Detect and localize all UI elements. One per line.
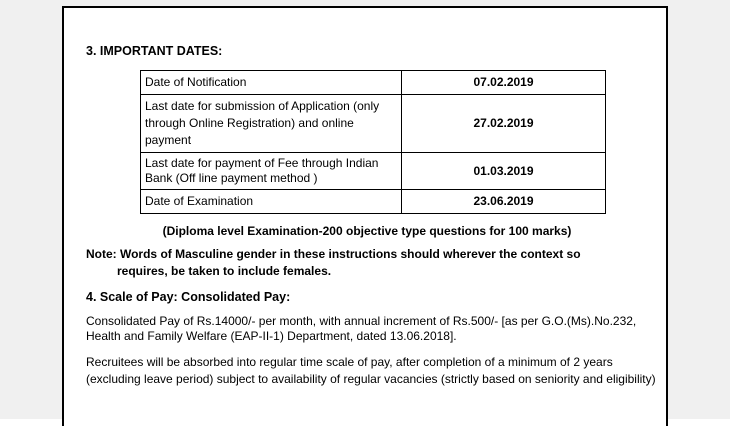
- table-row: [141, 153, 606, 190]
- absorption-paragraph: Recruitees will be absorbed into regular time scale of pay, after completion of a minimum of 2 years (excluding leave period) subject to availability of regular vacancies (strictly based on seniority and eligibility): [86, 355, 656, 386]
- note-line-1: Note: Words of Masculine gender in these instructions should wherever the context so: [86, 247, 581, 261]
- important-dates-table: [140, 70, 606, 214]
- date-value: 01.03.2019: [402, 153, 606, 190]
- date-label: Last date for payment of Fee through Indian Bank (Off line payment method ): [141, 153, 402, 190]
- table-row: [141, 95, 606, 153]
- table-row: [141, 71, 606, 95]
- date-value: 23.06.2019: [402, 190, 606, 214]
- date-label: Date of Notification: [141, 71, 402, 95]
- date-value: 07.02.2019: [402, 71, 606, 95]
- section-4-heading: 4. Scale of Pay: Consolidated Pay:: [86, 290, 291, 304]
- gender-note: [86, 246, 656, 280]
- date-label: Last date for submission of Application (only through Online Registration) and online payment: [141, 95, 402, 153]
- document-page: [62, 6, 668, 426]
- note-line-2: requires, be taken to include females.: [117, 264, 332, 278]
- date-label: Date of Examination: [141, 190, 402, 214]
- table-row: [141, 190, 606, 214]
- pay-paragraph: Consolidated Pay of Rs.14000/- per month, with annual increment of Rs.500/- [as per G.O.(Ms).No.232, Health and Family Welfare (EAP-II-1) Department, dated 13.06.2018].: [86, 314, 637, 343]
- section-3-heading: 3. IMPORTANT DATES:: [86, 44, 223, 58]
- exam-format-note: (Diploma level Examination-200 objective type questions for 100 marks): [162, 224, 572, 238]
- date-value: 27.02.2019: [402, 95, 606, 153]
